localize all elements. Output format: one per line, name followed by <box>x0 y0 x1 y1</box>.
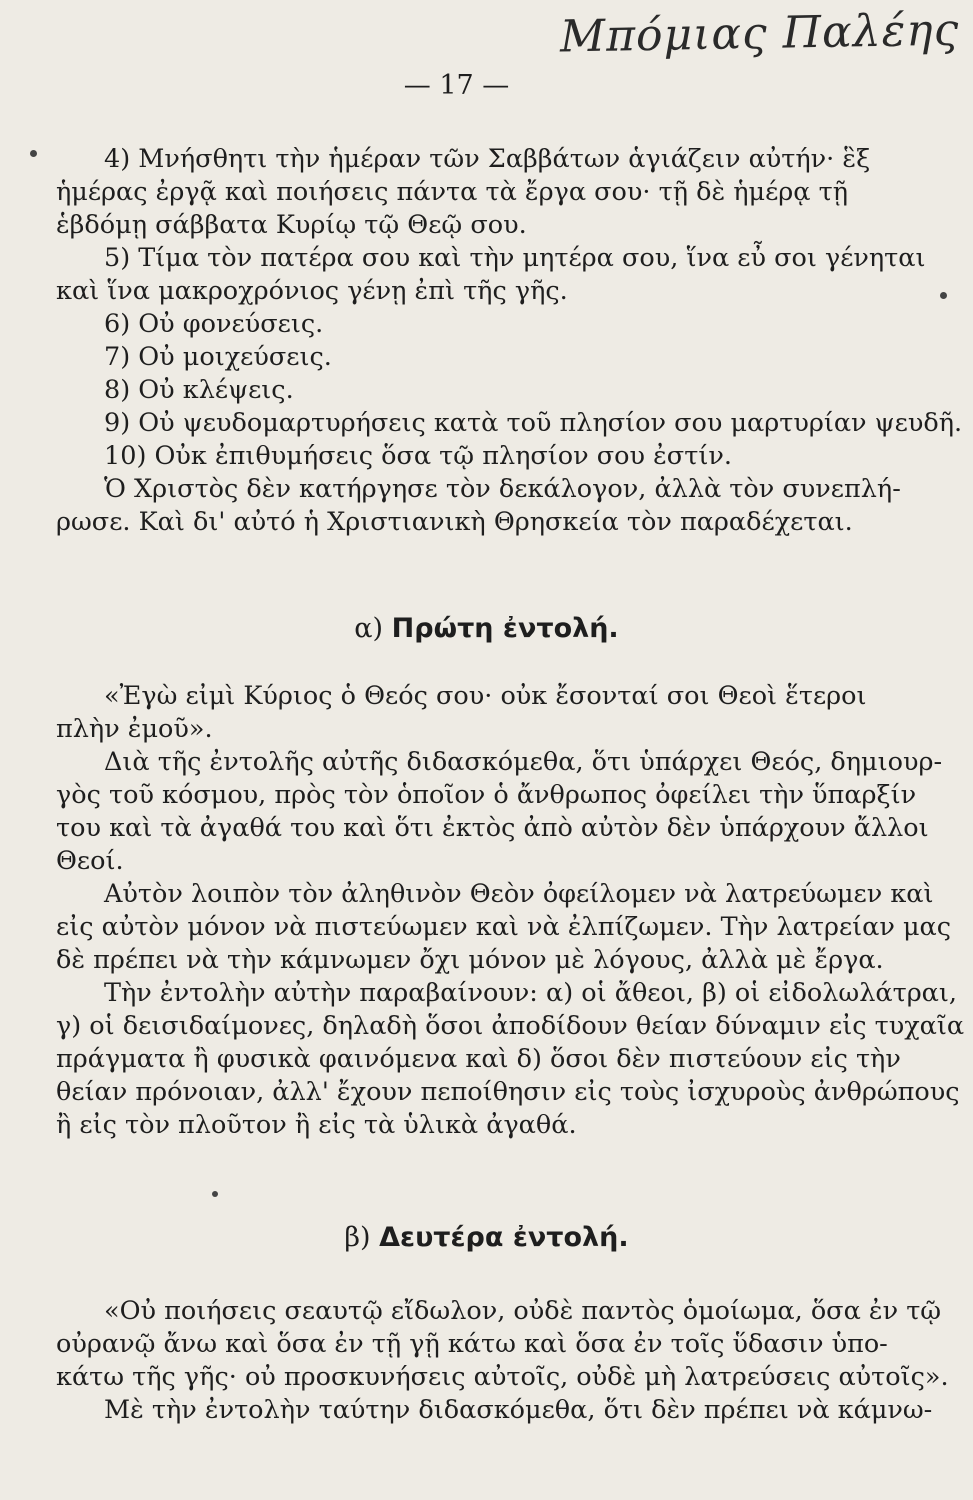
text-line: 4) Μνήσθητι τὴν ἡμέραν τῶν Σαββάτων ἁγιάζειν αὐτήν· ἓξ <box>104 144 871 174</box>
text-line: Ὁ Χριστὸς δὲν κατήργησε τὸν δεκάλογον, ἀλλὰ τὸν συνεπλή- <box>104 474 901 504</box>
text-line: οὐρανῷ ἄνω καὶ ὅσα ἐν τῇ γῇ κάτω καὶ ὅσα ἐν τοῖς ὕδασιν ὑπο- <box>56 1329 888 1359</box>
section-a-body <box>56 680 965 1142</box>
text-line: 8) Οὐ κλέψεις. <box>104 375 294 405</box>
text-line: ρωσε. Καὶ δι' αὐτό ἡ Χριστιανικὴ Θρησκεία τὸν παραδέχεται. <box>56 507 853 537</box>
text-line: ἢ εἰς τὸν πλοῦτον ἢ εἰς τὰ ὑλικὰ ἀγαθά. <box>56 1110 577 1140</box>
text-line: Θεοί. <box>56 846 124 876</box>
section-title: Πρώτη ἐντολή. <box>391 613 619 644</box>
text-line: πλὴν ἐμοῦ». <box>56 714 213 744</box>
text-line: θείαν πρόνοιαν, ἀλλ' ἔχουν πεποίθησιν εἰς τοὺς ἰσχυροὺς ἀνθρώπους <box>56 1077 960 1107</box>
handwritten-signature: Μπόμιας Παλέης <box>559 4 960 63</box>
section-prefix: α) <box>354 613 384 644</box>
margin-dot-icon <box>940 292 947 299</box>
text-line: «Ἐγὼ εἰμὶ Κύριος ὁ Θεός σου· οὐκ ἔσονταί σοι Θεοὶ ἕτεροι <box>104 681 867 711</box>
text-line: του καὶ τὰ ἀγαθά του καὶ ὅτι ἐκτὸς ἀπὸ αὐτὸν δὲν ὑπάρχουν ἄλλοι <box>56 813 929 843</box>
section-heading-second <box>0 1222 973 1253</box>
section-prefix: β) <box>344 1222 371 1253</box>
text-line: Μὲ τὴν ἐντολὴν ταύτην διδασκόμεθα, ὅτι δὲν πρέπει νὰ κάμνω- <box>104 1395 933 1425</box>
text-line: εἰς αὐτὸν μόνον νὰ πιστεύωμεν καὶ νὰ ἐλπίζωμεν. Τὴν λατρείαν μας <box>56 912 952 942</box>
text-line: ἡμέρας ἐργᾷ καὶ ποιήσεις πάντα τὰ ἔργα σου· τῇ δὲ ἡμέρᾳ τῇ <box>56 177 849 207</box>
text-line: 5) Τίμα τὸν πατέρα σου καὶ τὴν μητέρα σου, ἵνα εὖ σοι γένηται <box>104 243 926 273</box>
text-line: γὸς τοῦ κόσμου, πρὸς τὸν ὁποῖον ὁ ἄνθρωπος ὀφείλει τὴν ὕπαρξίν <box>56 780 917 810</box>
text-line: 10) Οὐκ ἐπιθυμήσεις ὅσα τῷ πλησίον σου ἐστίν. <box>104 441 732 471</box>
text-line: 7) Οὐ μοιχεύσεις. <box>104 342 332 372</box>
page-number: — 17 — <box>403 70 510 101</box>
text-line: γ) οἱ δεισιδαίμονες, δηλαδὴ ὅσοι ἀποδίδουν θείαν δύναμιν εἰς τυχαῖα <box>56 1011 965 1041</box>
text-line: πράγματα ἢ φυσικὰ φαινόμενα καὶ δ) ὅσοι δὲν πιστεύουν εἰς τὴν <box>56 1044 901 1074</box>
section-title: Δευτέρα ἐντολή. <box>379 1222 629 1253</box>
commandments-block <box>56 143 963 539</box>
text-line: δὲ πρέπει νὰ τὴν κάμνωμεν ὄχι μόνον μὲ λόγους, ἀλλὰ μὲ ἔργα. <box>56 945 884 975</box>
margin-dot-icon <box>30 150 37 157</box>
text-line: «Οὐ ποιήσεις σεαυτῷ εἴδωλον, οὐδὲ παντὸς ὁμοίωμα, ὅσα ἐν τῷ <box>104 1296 942 1326</box>
section-heading-first <box>0 613 973 644</box>
text-line: Τὴν ἐντολὴν αὐτὴν παραβαίνουν: α) οἱ ἄθεοι, β) οἱ εἰδολωλάτραι, <box>104 978 958 1008</box>
text-line: Αὐτὸν λοιπὸν τὸν ἀληθινὸν Θεὸν ὀφείλομεν νὰ λατρεύωμεν καὶ <box>104 879 934 909</box>
section-b-body <box>56 1295 949 1427</box>
text-line: 9) Οὐ ψευδομαρτυρήσεις κατὰ τοῦ πλησίον σου μαρτυρίαν ψευδῆ. <box>104 408 963 438</box>
text-line: Διὰ τῆς ἐντολῆς αὐτῆς διδασκόμεθα, ὅτι ὑπάρχει Θεός, δημιουρ- <box>104 747 943 777</box>
text-line: 6) Οὐ φονεύσεις. <box>104 309 324 339</box>
text-line: ἑβδόμῃ σάββατα Κυρίῳ τῷ Θεῷ σου. <box>56 210 527 240</box>
text-line: καὶ ἵνα μακροχρόνιος γένῃ ἐπὶ τῆς γῆς. <box>56 276 568 306</box>
margin-dot-icon <box>212 1191 218 1197</box>
text-line: κάτω τῆς γῆς· οὐ προσκυνήσεις αὐτοῖς, οὐδὲ μὴ λατρεύσεις αὐτοῖς». <box>56 1362 949 1392</box>
